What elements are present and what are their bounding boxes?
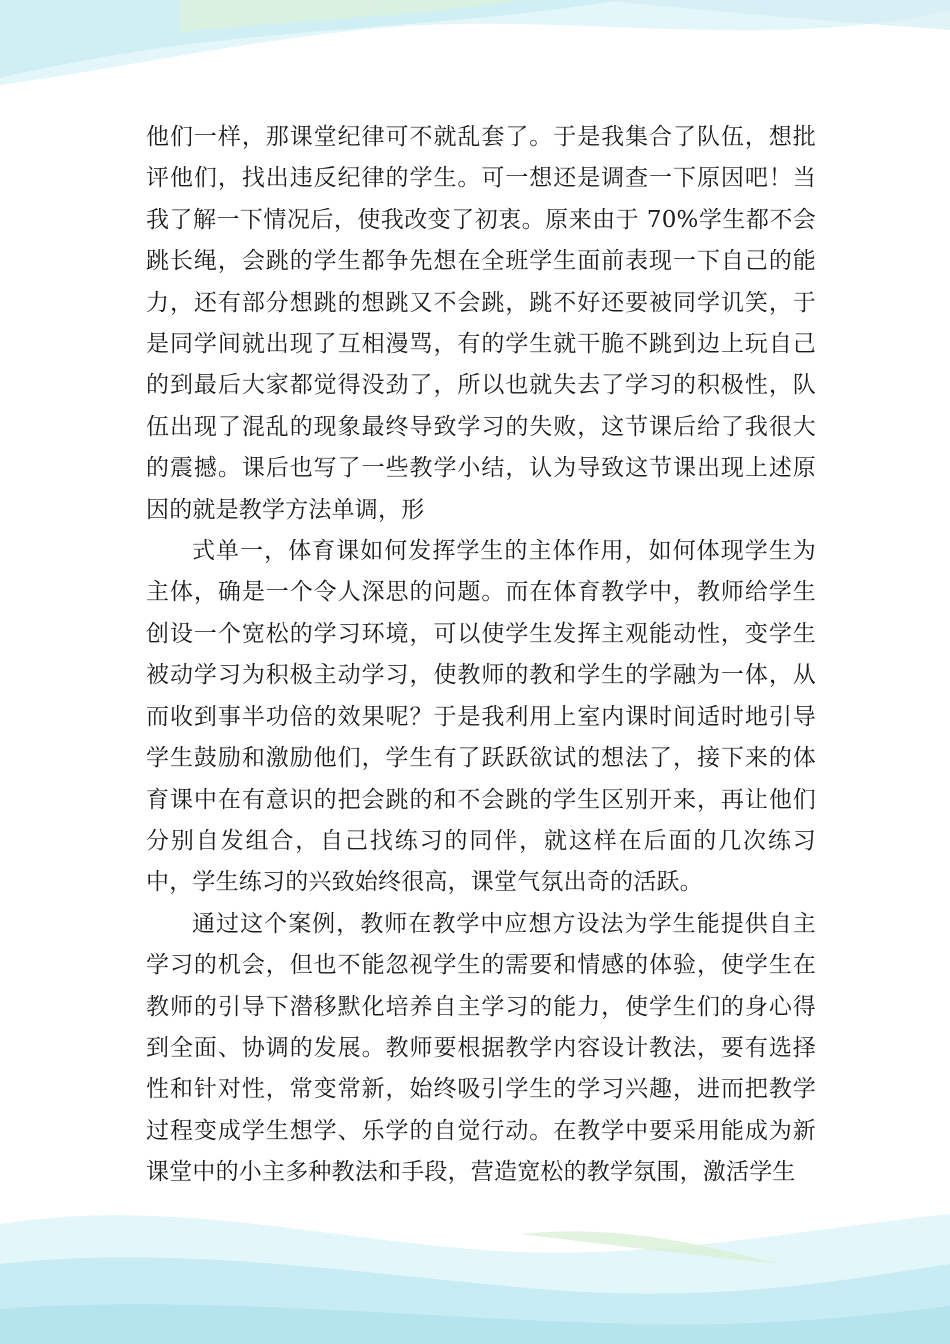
paragraph: 通过这个案例，教师在教学中应想方设法为学生能提供自主学习的机会，但也不能忽视学生的需要和情感的体验，使学生在教师的引导下潜移默化培养自主学习的能力，使学生们的身心得到全面、协调的发展。教师要根据教学内容设计教法，要有选择性和针对性，常变常新，始终吸引学生的学习兴趣，进而把教学过程变成学生想学、乐学的自觉行动。在教学中要采用能成为新课堂中的小主多种教法和手段，营造宽松的教学氛围，激活学生	[146, 910, 816, 1186]
document-body	[146, 117, 816, 1194]
bottom-wave-decoration	[0, 1194, 950, 1344]
paragraph: 式单一，体育课如何发挥学生的主体作用，如何体现学生为主体，确是一个令人深思的问题。而在体育教学中，教师给学生创设一个宽松的学习环境，可以使学生发挥主观能动性，变学生被动学习为积极主动学习，使教师的教和学生的学融为一体，从而收到事半功倍的效果呢？于是我利用上室内课时间适时地引导学生鼓励和激励他们，学生有了跃跃欲试的想法了，接下来的体育课中在有意识的把会跳的和不会跳的学生区别开来，再让他们分别自发组合，自己找练习的同伴，就这样在后面的几次练习中，学生练习的兴致始终很高，课堂气氛出奇的活跃。	[146, 538, 816, 896]
paragraph: 他们一样，那课堂纪律可不就乱套了。于是我集合了队伍，想批评他们，找出违反纪律的学生。可一想还是调查一下原因吧！当我了解一下情况后，使我改变了初衷。原来由于 70%学生都不会跳长绳，会跳的学生都争先想在全班学生面前表现一下自己的能力，还有部分想跳的想跳又不会跳，跳不好还要被同学讥笑，于是同学间就出现了互相漫骂，有的学生就干脆不跳到边上玩自己的到最后大家都觉得没劲了，所以也就失去了学习的积极性，队伍出现了混乱的现象最终导致学习的失败，这节课后给了我很大的震撼。课后也写了一些教学小结，认为导致这节课出现上述原因的就是教学方法单调，形	[146, 124, 816, 523]
top-wave-decoration	[0, 0, 950, 110]
